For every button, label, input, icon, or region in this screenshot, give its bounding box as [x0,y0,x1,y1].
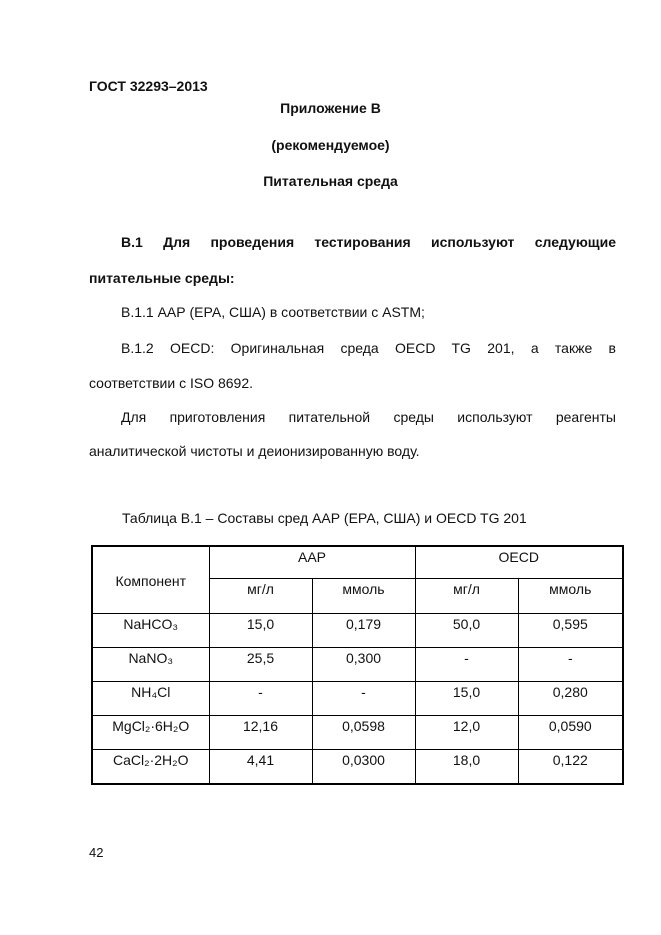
oecd-mmol-cell: 0,0590 [518,716,623,750]
aap-mmol-cell: 0,300 [312,648,415,682]
aap-mmol-cell: 0,0598 [312,716,415,750]
page-number: 42 [89,845,104,860]
composition-table [91,545,624,785]
appendix-subject: Питательная среда [263,173,398,189]
section-b12-line2: соответствии с ISO 8692. [89,375,254,391]
unit-header-oecd-mmol: ммоль [518,579,623,614]
aap-mg-cell: 15,0 [209,614,312,648]
aap-mg-cell: - [209,682,312,716]
section-b1-line1: В.1 Для проведения тестирования используют следующие [121,234,616,250]
component-cell: MgCl₂·6H₂O [92,716,209,750]
table-caption: Таблица В.1 – Составы сред ААР (ЕРА, США) и OECD TG 201 [122,510,527,526]
section-b12-line1: В.1.2 OECD: Оригинальная среда OECD TG 201, а также в [121,340,616,356]
unit-header-oecd-mg: мг/л [415,579,518,614]
column-group-aap: ААР [209,546,415,579]
unit-header-aap-mg: мг/л [209,579,312,614]
aap-mmol-cell: - [312,682,415,716]
oecd-mmol-cell: 0,595 [518,614,623,648]
document-header: ГОСТ 32293–2013 [89,78,208,94]
table-row [92,614,623,648]
reagents-line2: аналитической чистоты и деионизированную воду. [89,443,420,459]
table-row [92,750,623,785]
component-cell: NaNO₃ [92,648,209,682]
oecd-mmol-cell: - [518,648,623,682]
column-group-oecd: OECD [415,546,623,579]
oecd-mg-cell: 12,0 [415,716,518,750]
aap-mmol-cell: 0,179 [312,614,415,648]
aap-mmol-cell: 0,0300 [312,750,415,785]
oecd-mmol-cell: 0,280 [518,682,623,716]
component-cell: CaCl₂·2H₂O [92,750,209,785]
unit-header-aap-mmol: ммоль [312,579,415,614]
aap-mg-cell: 4,41 [209,750,312,785]
oecd-mg-cell: 15,0 [415,682,518,716]
reagents-line1: Для приготовления питательной среды используют реагенты [121,409,616,425]
oecd-mg-cell: 50,0 [415,614,518,648]
aap-mg-cell: 12,16 [209,716,312,750]
table-row [92,648,623,682]
section-b1-line2: питательные среды: [89,270,235,286]
oecd-mg-cell: 18,0 [415,750,518,785]
column-header-component: Компонент [92,546,209,614]
section-b11: В.1.1 ААР (ЕРА, США) в соответствии с ASTM; [121,304,425,320]
oecd-mg-cell: - [415,648,518,682]
table-row [92,682,623,716]
component-cell: NaHCO₃ [92,614,209,648]
appendix-title: Приложение В [280,100,381,116]
aap-mg-cell: 25,5 [209,648,312,682]
component-cell: NH₄Cl [92,682,209,716]
oecd-mmol-cell: 0,122 [518,750,623,785]
table-row [92,716,623,750]
appendix-status: (рекомендуемое) [271,137,390,153]
